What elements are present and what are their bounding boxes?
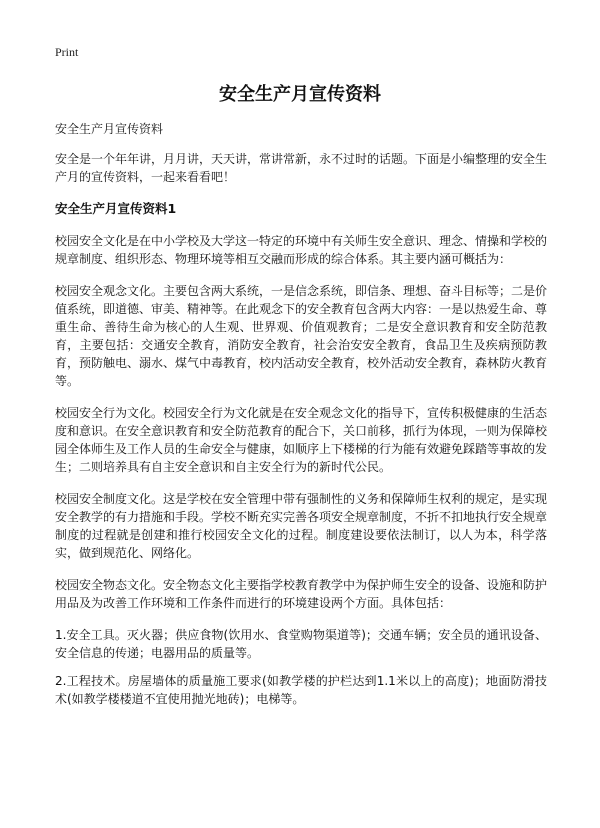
section-heading: 安全生产月宣传资料1 (55, 201, 177, 216)
list-item: 2.工程技术。房屋墙体的质量施工要求(如教学楼的护栏达到1.1米以上的高度)；地面防滑技术(如教学楼楼道不宜使用抛光地砖)；电梯等。 (55, 674, 547, 706)
paragraph: 校园安全文化是在中小学校及大学这一特定的环境中有关师生安全意识、理念、情操和学校的规章制度、组织形态、物理环境等相互交融而形成的综合体系。其主要内涵可概括为： (55, 234, 548, 266)
paragraph: 校园安全物态文化。安全物态文化主要指学校教育教学中为保护师生安全的设备、设施和防护用品及为改善工作环境和工作条件而进行的环境建设两个方面。具体包括： (55, 578, 548, 610)
article-body (55, 120, 547, 718)
print-link[interactable]: Print (55, 45, 79, 59)
intro-paragraph: 安全是一个年年讲，月月讲，天天讲，常讲常新，永不过时的话题。下面是小编整理的安全生产月的宣传资料，一起来看看吧！ (55, 152, 548, 184)
paragraph: 校园安全制度文化。这是学校在安全管理中带有强制性的义务和保障师生权利的规定，是实现安全教学的有力措施和手段。学校不断充实完善各项安全规章制度，不折不扣地执行安全规章制度的过程就是创建和推行校园安全文化的过程。制度建设要依法制订，以人为本，科学落实，做到规范化、网络化。 (55, 492, 548, 560)
page-title: 安全生产月宣传资料 (219, 84, 381, 105)
article-subtitle: 安全生产月宣传资料 (55, 122, 164, 136)
paragraph: 校园安全行为文化。校园安全行为文化就是在安全观念文化的指导下，宣传积极健康的生活态度和意识。在安全意识教育和安全防范教育的配合下，关口前移，抓行为体现，一则为保障校园全体师生及工作人员的生命安全与健康，如顺序上下楼梯的行为能有效避免踩踏等事故的发生；二则培养具有自主安全意识和自主安全行为的新时代公民。 (55, 406, 548, 474)
list-item: 1.安全工具。灭火器；供应食物(饮用水、食堂购物渠道等)；交通车辆；安全员的通讯设备、安全信息的传递；电器用品的质量等。 (55, 628, 547, 660)
paragraph: 校园安全观念文化。主要包含两大系统，一是信念系统，即信条、理想、奋斗目标等；二是价值系统，即道德、审美、精神等。在此观念下的安全教育包含两大内容：一是以热爱生命、尊重生命、善待生命为核心的人生观、世界观、价值观教育；二是安全意识教育和安全防范教育，主要包括：交通安全教育，消防安全教育，社会治安安全教育，食品卫生及疾病预防教育，预防触电、溺水、煤气中毒教育，校内活动安全教育，校外活动安全教育，森林防火教育等。 (55, 284, 548, 388)
